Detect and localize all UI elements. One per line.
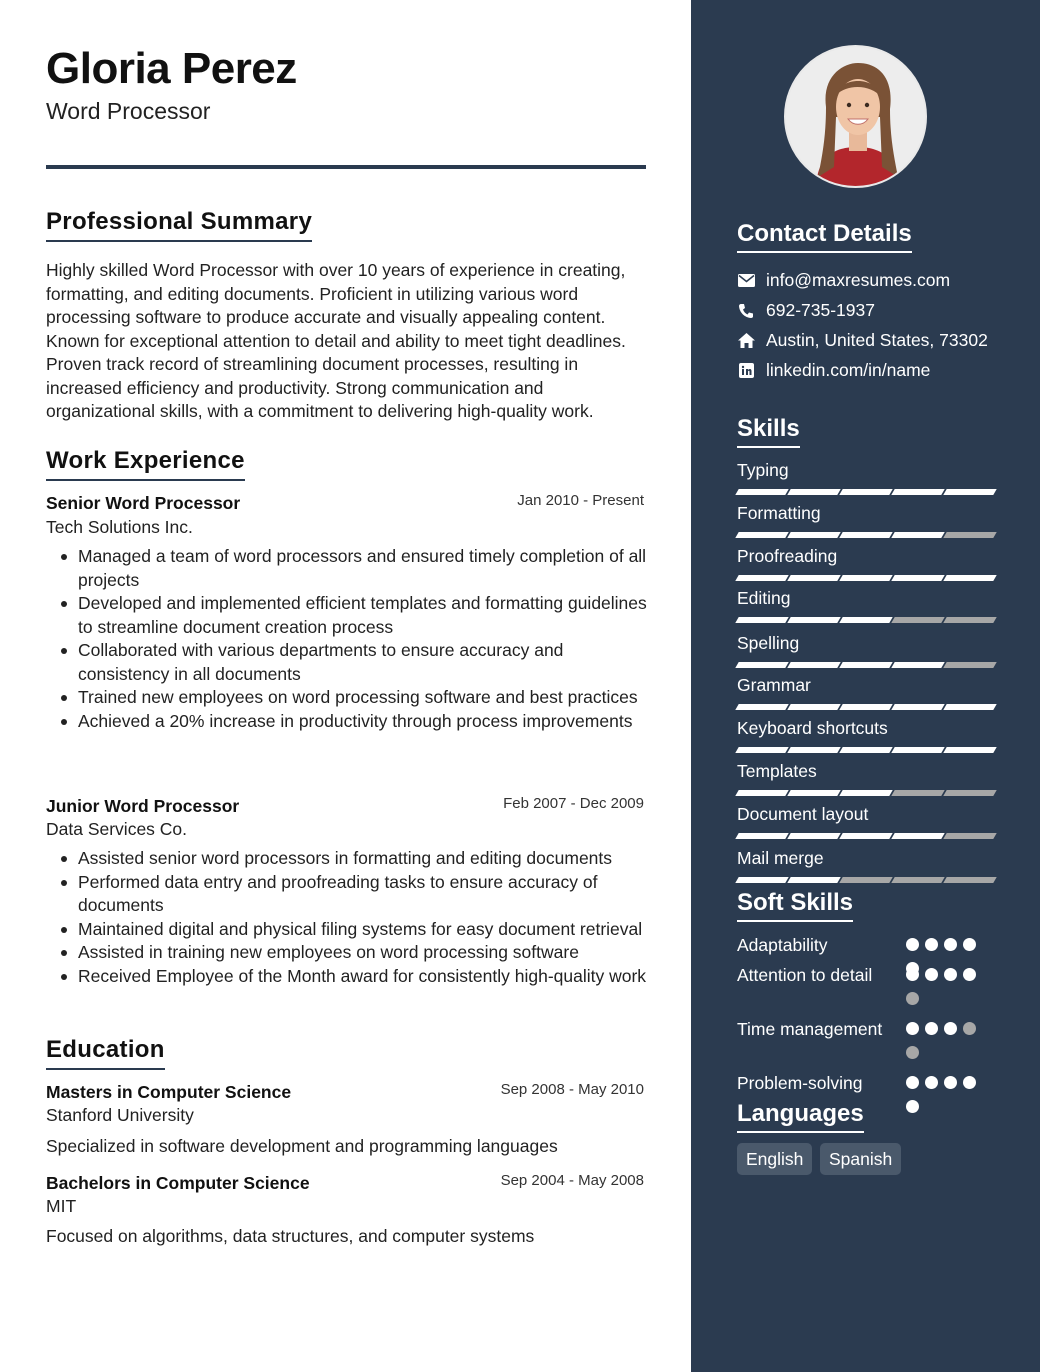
skill-level-segment [891, 790, 944, 796]
skill-level-segment [891, 532, 944, 538]
sidebar [691, 0, 1040, 1372]
experience-heading: Work Experience [46, 447, 245, 481]
soft-skill-dot [963, 938, 976, 951]
summary-heading: Professional Summary [46, 208, 312, 242]
skill-level-bar [737, 662, 997, 668]
soft-skill-dot [925, 968, 938, 981]
address-text: Austin, United States, 73302 [766, 330, 988, 350]
phone-icon [737, 302, 755, 320]
skill-level-bar [737, 489, 997, 495]
skill-level-segment [787, 790, 840, 796]
skill-name: Templates [737, 761, 817, 781]
skill-level-segment [735, 790, 788, 796]
skill-level-segment [787, 489, 840, 495]
job-bullets [60, 545, 652, 733]
skill-level-segment [943, 790, 996, 796]
skill-name: Mail merge [737, 848, 824, 868]
list-item: Collaborated with various departments to ensure accuracy and consistency in all documents [60, 639, 652, 686]
soft-skill-dot [906, 1076, 919, 1089]
linkedin-icon [737, 362, 755, 380]
skill-name: Document layout [737, 804, 869, 824]
candidate-name: Gloria Perez [46, 44, 297, 93]
job-dates: Jan 2010 - Present [517, 492, 644, 509]
list-item: Developed and implemented efficient templates and formatting guidelines to streamline document creation process [60, 592, 652, 639]
skill-level-segment [839, 532, 892, 538]
skill-level-segment [891, 575, 944, 581]
skill-level-segment [735, 617, 788, 623]
skill-level-segment [891, 833, 944, 839]
soft-skill-name: Attention to detail [737, 965, 873, 985]
list-item: Received Employee of the Month award for consistently high-quality work [60, 965, 652, 989]
soft-skill-dot [906, 1100, 919, 1113]
edu-description: Specialized in software development and programming languages [46, 1136, 558, 1156]
home-icon [737, 332, 755, 350]
skill-level-segment [839, 489, 892, 495]
skill-level-bar [737, 833, 997, 839]
skill-name: Grammar [737, 675, 811, 695]
list-item: Performed data entry and proofreading tasks to ensure accuracy of documents [60, 871, 652, 918]
soft-skill-dot [906, 1046, 919, 1059]
contact-phone[interactable] [737, 300, 875, 321]
skill-name: Proofreading [737, 546, 838, 566]
skill-level-segment [943, 532, 996, 538]
avatar [784, 45, 927, 188]
skill-level-segment [787, 532, 840, 538]
main-column [46, 0, 646, 1372]
skill-level-bar [737, 575, 997, 581]
skill-level-segment [891, 747, 944, 753]
edu-description: Focused on algorithms, data structures, and computer systems [46, 1226, 535, 1246]
skill-level-bar [737, 747, 997, 753]
skill-level-bar [737, 877, 997, 883]
contact-email[interactable] [737, 270, 950, 291]
skill-level-segment [891, 617, 944, 623]
skill-level-segment [735, 662, 788, 668]
skill-level-segment [735, 575, 788, 581]
envelope-icon [737, 272, 755, 290]
soft-skill-name: Problem-solving [737, 1073, 863, 1093]
edu-degree: Bachelors in Computer Science [46, 1173, 310, 1193]
soft-skill-dot [963, 1076, 976, 1089]
list-item: Managed a team of word processors and ensured timely completion of all projects [60, 545, 652, 592]
soft-skill-dot [944, 938, 957, 951]
skill-name: Keyboard shortcuts [737, 718, 888, 738]
skill-level-segment [787, 704, 840, 710]
job-company: Data Services Co. [46, 819, 188, 839]
soft-skill-dot [944, 1022, 957, 1035]
skill-level-segment [735, 532, 788, 538]
skill-level-segment [735, 877, 788, 883]
soft-skills-heading: Soft Skills [737, 889, 853, 922]
list-item: Assisted in training new employees on word processing software [60, 941, 652, 965]
skill-level-bar [737, 532, 997, 538]
skill-level-segment [787, 833, 840, 839]
skill-level-segment [839, 833, 892, 839]
email-text: info@maxresumes.com [766, 270, 951, 290]
list-item: Trained new employees on word processing software and best practices [60, 686, 652, 710]
edu-school: Stanford University [46, 1105, 194, 1125]
language-tag: English [737, 1143, 812, 1175]
skill-level-segment [787, 617, 840, 623]
soft-skill-dot [906, 992, 919, 1005]
contact-address [737, 330, 988, 351]
skill-level-segment [735, 489, 788, 495]
summary-text: Highly skilled Word Processor with over 10 years of experience in creating, formatting, and editing documents. Proficient in utilizing various word processing software to produce accurate and visually appealing content. Known for exceptional attention to detail and ability to meet tight deadlines. Proven track record of streamlining document processes, resulting in increased efficiency and productivity. Strong communication and organizational skills, with a commitment to delivering high-quality work. [46, 260, 626, 421]
job-bullets [60, 847, 652, 988]
soft-skill-dot [944, 968, 957, 981]
job-title: Junior Word Processor [46, 796, 240, 816]
soft-skill-dot [963, 1022, 976, 1035]
skill-level-segment [943, 833, 996, 839]
soft-skill-dot [906, 1022, 919, 1035]
skill-level-segment [839, 575, 892, 581]
soft-skill-name: Adaptability [737, 935, 828, 955]
skill-level-segment [943, 575, 996, 581]
skill-name: Typing [737, 460, 789, 480]
edu-degree: Masters in Computer Science [46, 1082, 292, 1102]
job-dates: Feb 2007 - Dec 2009 [503, 795, 644, 812]
skill-level-bar [737, 617, 997, 623]
skill-level-segment [787, 662, 840, 668]
linkedin-text: linkedin.com/in/name [766, 360, 931, 380]
skill-level-segment [839, 662, 892, 668]
soft-skill-dot [944, 1076, 957, 1089]
soft-skill-dot [963, 968, 976, 981]
skill-level-segment [943, 662, 996, 668]
skill-level-segment [943, 489, 996, 495]
job-company: Tech Solutions Inc. [46, 517, 193, 537]
skill-level-bar [737, 790, 997, 796]
skill-name: Spelling [737, 633, 800, 653]
candidate-role: Word Processor [46, 98, 211, 124]
skill-level-bar [737, 704, 997, 710]
edu-dates: Sep 2008 - May 2010 [500, 1081, 644, 1098]
skill-level-segment [943, 877, 996, 883]
skill-level-segment [787, 747, 840, 753]
skill-level-segment [839, 747, 892, 753]
languages-heading: Languages [737, 1100, 864, 1133]
skill-level-segment [735, 747, 788, 753]
skill-level-segment [943, 747, 996, 753]
skill-name: Editing [737, 588, 791, 608]
skill-level-segment [943, 704, 996, 710]
soft-skill-dot [925, 1022, 938, 1035]
soft-skill-dot [906, 938, 919, 951]
soft-skill-dot [925, 1076, 938, 1089]
skill-level-segment [891, 489, 944, 495]
skill-level-segment [839, 617, 892, 623]
job-title: Senior Word Processor [46, 493, 241, 513]
soft-skill-dot [906, 968, 919, 981]
avatar-portrait [786, 47, 927, 188]
phone-text: 692-735-1937 [766, 300, 875, 320]
skill-level-segment [891, 662, 944, 668]
list-item: Achieved a 20% increase in productivity through process improvements [60, 710, 652, 734]
skill-level-segment [891, 704, 944, 710]
language-tag: Spanish [820, 1143, 901, 1175]
edu-dates: Sep 2004 - May 2008 [500, 1172, 644, 1189]
skill-level-segment [839, 704, 892, 710]
skill-level-segment [839, 877, 892, 883]
skill-level-segment [787, 877, 840, 883]
list-item: Assisted senior word processors in formatting and editing documents [60, 847, 652, 871]
soft-skill-dot [925, 938, 938, 951]
skill-level-segment [839, 790, 892, 796]
contact-heading: Contact Details [737, 220, 912, 253]
header-divider [46, 165, 646, 169]
contact-linkedin[interactable] [737, 360, 930, 381]
skills-heading: Skills [737, 415, 800, 448]
skill-level-segment [735, 833, 788, 839]
education-heading: Education [46, 1036, 165, 1070]
soft-skill-name: Time management [737, 1019, 883, 1039]
list-item: Maintained digital and physical filing systems for easy document retrieval [60, 918, 652, 942]
skill-level-segment [787, 575, 840, 581]
skill-level-segment [891, 877, 944, 883]
skill-level-segment [735, 704, 788, 710]
skill-name: Formatting [737, 503, 821, 523]
skill-level-segment [943, 617, 996, 623]
edu-school: MIT [46, 1196, 77, 1216]
